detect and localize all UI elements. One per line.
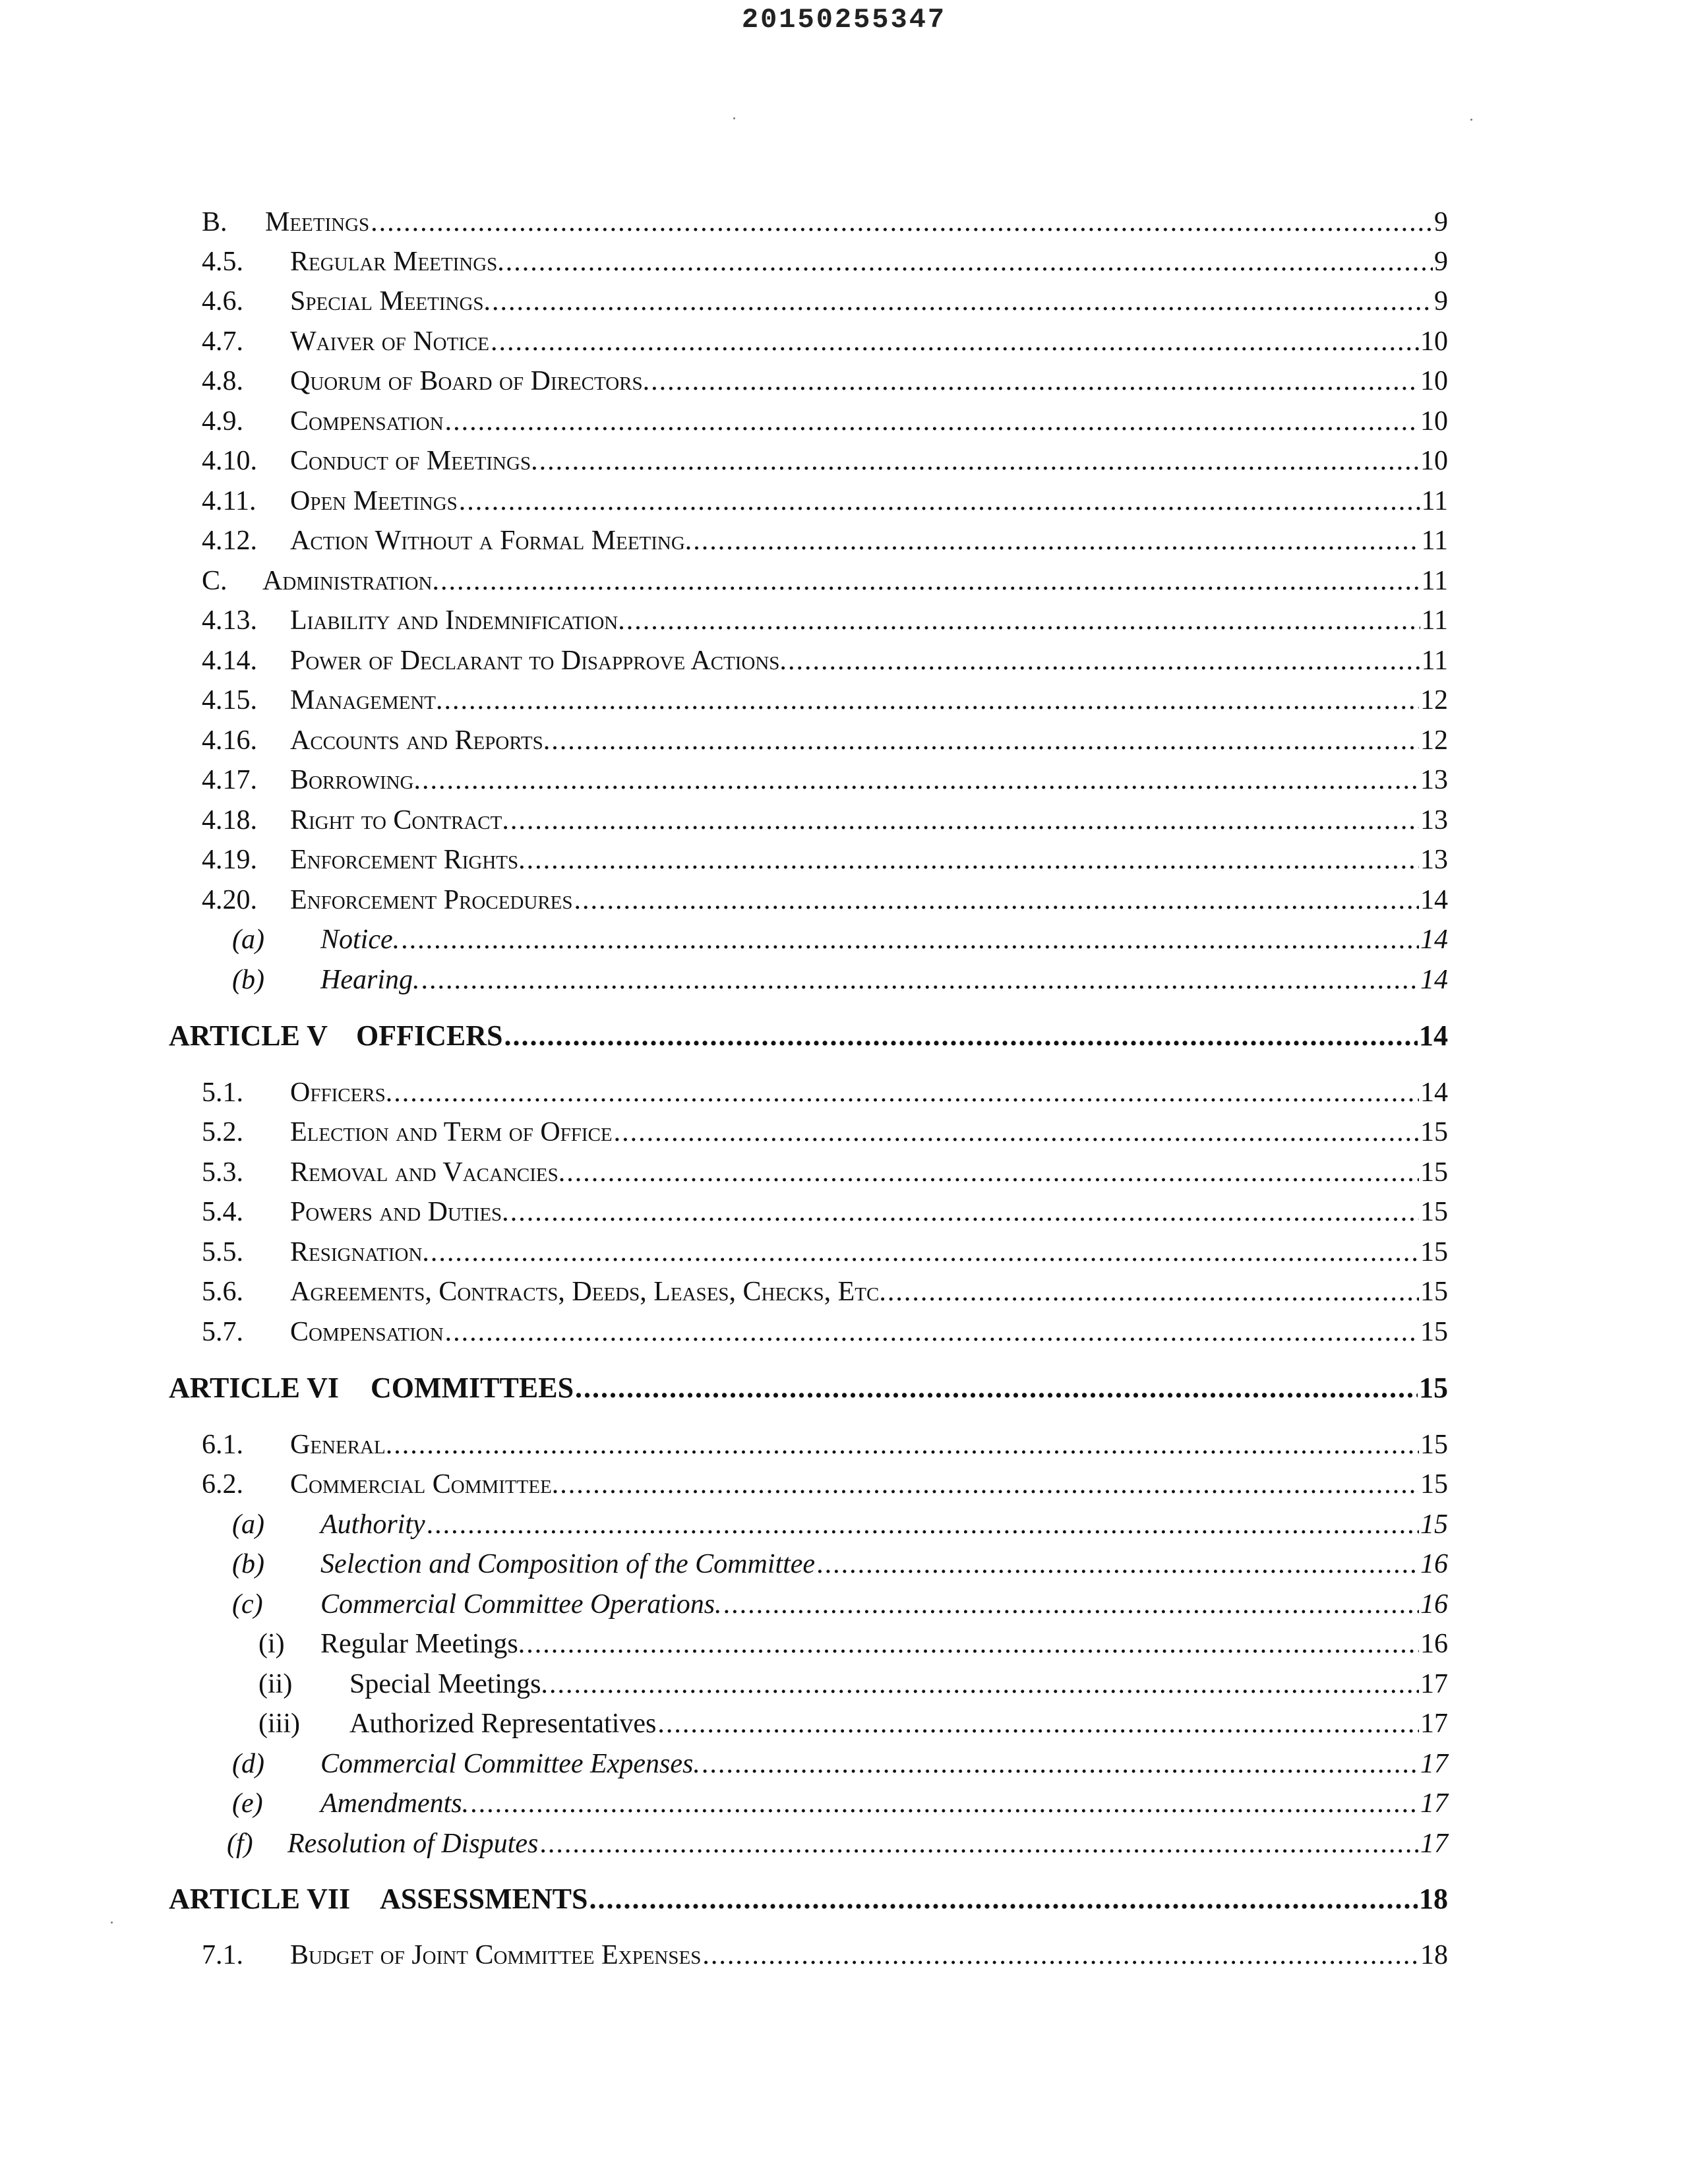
toc-entry-number: ARTICLE VII — [169, 1883, 351, 1915]
toc-entry-number: 4.13. — [202, 605, 257, 636]
toc-leader-dots — [445, 1314, 1419, 1350]
toc-leader-dots — [589, 1881, 1418, 1918]
toc-entry — [202, 1937, 1448, 1974]
toc-entry-number: (b) — [232, 1549, 264, 1579]
toc-page-number: 15 — [1420, 1117, 1448, 1147]
toc-entry — [202, 442, 1448, 479]
toc-leader-dots — [574, 882, 1420, 919]
toc-entry-title: Quorum of Board of Directors. — [290, 366, 650, 396]
toc-leader-dots — [427, 1506, 1419, 1543]
toc-entry-number: ARTICLE V — [169, 1019, 328, 1052]
toc-entry — [202, 562, 1448, 599]
toc-leader-dots — [888, 1273, 1419, 1310]
toc-leader-dots — [549, 1666, 1419, 1703]
toc-entry-title: Regular Meetings. — [320, 1629, 526, 1659]
toc-leader-dots — [816, 1546, 1419, 1583]
toc-page-number: 17 — [1420, 1749, 1448, 1779]
toc-leader-dots — [431, 1234, 1419, 1271]
toc-page-number: 9 — [1434, 286, 1448, 317]
toc-entry — [202, 802, 1448, 839]
toc-entry-number: 4.12. — [202, 526, 257, 556]
toc-entry — [202, 762, 1448, 799]
toc-entry-title: Selection and Composition of the Committee — [320, 1549, 816, 1579]
toc-entry-number: 4.14. — [202, 646, 257, 676]
toc-leader-dots — [492, 283, 1433, 320]
toc-entry-number: (d) — [232, 1749, 264, 1779]
toc-entry — [258, 1666, 1448, 1703]
toc-leader-dots — [510, 1194, 1419, 1230]
toc-page-number: 15 — [1420, 1317, 1448, 1347]
toc-leader-dots — [723, 1586, 1419, 1623]
toc-entry — [202, 1314, 1448, 1350]
toc-leader-dots — [394, 1426, 1419, 1463]
toc-entry-title: Management. — [290, 685, 443, 715]
toc-leader-dots — [401, 921, 1419, 958]
toc-entry-number: 4.9. — [202, 406, 243, 437]
toc-page-number: 12 — [1420, 685, 1448, 715]
toc-leader-dots — [614, 1114, 1419, 1151]
toc-entry-number: (e) — [232, 1788, 263, 1819]
toc-page-number: 15 — [1420, 1469, 1448, 1500]
toc-entry-number: 4.6. — [202, 286, 243, 317]
toc-leader-dots — [539, 1825, 1419, 1862]
toc-entry-number: 5.5. — [202, 1237, 243, 1267]
toc-leader-dots — [702, 1937, 1419, 1974]
toc-leader-dots — [626, 602, 1420, 639]
toc-page-number: 11 — [1421, 486, 1448, 516]
toc-entry-title: Accounts and Reports. — [290, 725, 551, 756]
toc-page-number: 17 — [1420, 1788, 1448, 1819]
toc-article-heading — [169, 1881, 1448, 1918]
toc-entry-number: (b) — [232, 965, 264, 995]
toc-entry — [258, 1705, 1448, 1742]
toc-entry-number: 4.15. — [202, 685, 257, 715]
toc-page-number: 16 — [1420, 1589, 1448, 1620]
toc-entry — [202, 323, 1448, 360]
toc-entry-title: Removal and Vacancies. — [290, 1157, 566, 1188]
toc-entry-title: Amendments. — [320, 1788, 469, 1819]
toc-entry — [232, 961, 1448, 998]
toc-entry-title: Power of Declarant to Disapprove Actions. — [290, 646, 787, 676]
toc-leader-dots — [371, 204, 1433, 241]
toc-entry — [202, 1154, 1448, 1191]
toc-page-number: 14 — [1420, 965, 1448, 995]
toc-page-number: 14 — [1420, 885, 1448, 915]
toc-entry-number: 5.3. — [202, 1157, 243, 1188]
toc-leader-dots — [527, 841, 1419, 878]
toc-entry-number: (i) — [258, 1629, 285, 1659]
toc-entry-number: 4.7. — [202, 326, 243, 357]
toc-entry — [227, 1825, 1448, 1862]
toc-leader-dots — [506, 243, 1433, 280]
toc-entry-title: Right to Contract. — [290, 805, 509, 835]
toc-entry — [202, 642, 1448, 679]
toc-leader-dots — [560, 1466, 1419, 1503]
toc-entry-title: Liability and Indemnification. — [290, 605, 625, 636]
toc-entry-title: Commercial Committee Expenses. — [320, 1749, 700, 1779]
toc-entry-title: Enforcement Rights. — [290, 845, 526, 875]
toc-entry-title: Commercial Committee Operations. — [320, 1589, 722, 1620]
toc-entry-title: Regular Meetings. — [290, 247, 504, 277]
toc-leader-dots — [693, 522, 1420, 559]
toc-page-number: 12 — [1420, 725, 1448, 756]
toc-leader-dots — [651, 363, 1419, 400]
toc-leader-dots — [421, 961, 1420, 998]
toc-page-number: 10 — [1420, 326, 1448, 357]
toc-page-number: 16 — [1420, 1629, 1448, 1659]
toc-leader-dots — [526, 1625, 1419, 1662]
toc-entry-title: Special Meetings. — [349, 1669, 548, 1699]
toc-leader-dots — [566, 1154, 1419, 1191]
toc-page-number: 11 — [1421, 526, 1448, 556]
toc-entry — [202, 483, 1448, 520]
toc-entry-number: 4.18. — [202, 805, 257, 835]
toc-leader-dots — [788, 642, 1420, 679]
toc-entry — [202, 682, 1448, 719]
toc-entry-title: COMMITTEES — [371, 1372, 574, 1404]
toc-entry-title: Compensation — [290, 406, 444, 437]
toc-entry-title: Resignation. — [290, 1237, 429, 1267]
toc-page-number: 16 — [1420, 1549, 1448, 1579]
toc-page-number: 9 — [1434, 207, 1448, 237]
toc-leader-dots — [394, 1074, 1419, 1111]
toc-entry-title: Administration. — [262, 566, 439, 596]
toc-entry-number: 4.16. — [202, 725, 257, 756]
toc-leader-dots — [440, 562, 1420, 599]
toc-entry — [202, 882, 1448, 919]
toc-entry — [232, 921, 1448, 958]
toc-entry-title: Authority — [320, 1509, 425, 1540]
toc-entry — [202, 1194, 1448, 1230]
toc-entry — [202, 204, 1448, 241]
toc-entry — [202, 1466, 1448, 1503]
toc-page-number: 15 — [1420, 1237, 1448, 1267]
toc-page-number: 15 — [1420, 1157, 1448, 1188]
document-number: 20150255347 — [741, 4, 947, 36]
toc-entry-number: 5.2. — [202, 1117, 243, 1147]
toc-entry-number: 6.2. — [202, 1469, 243, 1500]
toc-page-number: 15 — [1420, 1509, 1448, 1540]
toc-entry-number: (a) — [232, 925, 264, 955]
toc-page-number: 9 — [1434, 247, 1448, 277]
toc-entry-number: (ii) — [258, 1669, 293, 1699]
toc-entry — [202, 1114, 1448, 1151]
toc-entry — [232, 1745, 1448, 1782]
toc-entry — [202, 841, 1448, 878]
toc-entry-title: Meetings — [265, 207, 370, 237]
toc-leader-dots — [491, 323, 1419, 360]
toc-entry-title: Hearing. — [320, 965, 420, 995]
toc-entry-number: 4.5. — [202, 247, 243, 277]
toc-page-number: 10 — [1420, 366, 1448, 396]
toc-entry — [202, 283, 1448, 320]
toc-leader-dots — [459, 483, 1420, 520]
toc-entry-title: Commercial Committee. — [290, 1469, 559, 1500]
toc-entry-title: ASSESSMENTS — [380, 1883, 588, 1915]
toc-entry-number: 4.17. — [202, 765, 257, 795]
toc-entry-title: General. — [290, 1430, 393, 1460]
toc-entry-title: OFFICERS — [356, 1019, 503, 1052]
toc-page-number: 17 — [1420, 1829, 1448, 1859]
toc-entry-number: 4.19. — [202, 845, 257, 875]
toc-entry-number: 5.6. — [202, 1277, 243, 1307]
toc-page-number: 15 — [1420, 1277, 1448, 1307]
toc-entry-number: B. — [202, 207, 227, 237]
toc-entry — [232, 1506, 1448, 1543]
toc-entry-number: 4.11. — [202, 486, 256, 516]
toc-page-number: 14 — [1420, 925, 1448, 955]
toc-entry-title: Election and Term of Office — [290, 1117, 613, 1147]
toc-entry-title: Compensation — [290, 1317, 444, 1347]
toc-entry-title: Conduct of Meetings. — [290, 446, 538, 476]
toc-page-number: 18 — [1420, 1940, 1448, 1970]
toc-page-number: 14 — [1419, 1019, 1448, 1052]
toc-page-number: 15 — [1419, 1372, 1448, 1404]
toc-page-number: 15 — [1420, 1197, 1448, 1227]
toc-entry-title: Special Meetings. — [290, 286, 491, 317]
toc-leader-dots — [510, 802, 1419, 839]
toc-entry-number: (iii) — [258, 1709, 300, 1739]
toc-entry-title: Action Without a Formal Meeting. — [290, 526, 692, 556]
toc-leader-dots — [539, 442, 1419, 479]
toc-entry — [202, 1074, 1448, 1111]
toc-entry-number: 7.1. — [202, 1940, 243, 1970]
toc-page-number: 10 — [1420, 406, 1448, 437]
toc-page-number: 14 — [1420, 1077, 1448, 1108]
toc-leader-dots — [575, 1370, 1418, 1407]
toc-entry — [202, 1273, 1448, 1310]
toc-entry-title: Powers and Duties. — [290, 1197, 509, 1227]
toc-entry — [202, 722, 1448, 759]
toc-entry-number: (f) — [227, 1829, 253, 1859]
toc-entry — [202, 363, 1448, 400]
toc-entry — [202, 1426, 1448, 1463]
toc-entry-title: Enforcement Procedures — [290, 885, 573, 915]
toc-entry — [202, 522, 1448, 559]
toc-entry-title: Notice. — [320, 925, 400, 955]
toc-entry-number: 4.20. — [202, 885, 257, 915]
toc-entry — [202, 602, 1448, 639]
toc-entry-number: (c) — [232, 1589, 263, 1620]
toc-leader-dots — [551, 722, 1419, 759]
toc-page-number: 15 — [1420, 1430, 1448, 1460]
toc-entry-title: Authorized Representatives — [349, 1709, 657, 1739]
toc-entry-title: Open Meetings — [290, 486, 458, 516]
toc-entry-title: Waiver of Notice — [290, 326, 490, 357]
toc-page-number: 11 — [1421, 566, 1448, 596]
toc-page-number: 11 — [1421, 605, 1448, 636]
toc-entry-title: Borrowing. — [290, 765, 421, 795]
toc-entry — [202, 403, 1448, 440]
toc-entry-number: ARTICLE VI — [169, 1372, 340, 1404]
toc-entry-number: (a) — [232, 1509, 264, 1540]
toc-page-number: 13 — [1420, 805, 1448, 835]
toc-entry-title: Officers. — [290, 1077, 393, 1108]
toc-page-number: 13 — [1420, 765, 1448, 795]
toc-entry-number: 5.7. — [202, 1317, 243, 1347]
toc-article-heading — [169, 1370, 1448, 1407]
toc-entry-title: Resolution of Disputes — [287, 1829, 539, 1859]
toc-entry — [232, 1546, 1448, 1583]
toc-entry-number: 5.1. — [202, 1077, 243, 1108]
toc-entry — [202, 1234, 1448, 1271]
toc-entry-number: 6.1. — [202, 1430, 243, 1460]
toc-entry-number: C. — [202, 566, 227, 596]
toc-page-number: 10 — [1420, 446, 1448, 476]
toc-leader-dots — [470, 1785, 1419, 1822]
toc-leader-dots — [422, 762, 1419, 799]
toc-page-number: 17 — [1420, 1709, 1448, 1739]
toc-entry-number: 4.8. — [202, 366, 243, 396]
toc-leader-dots — [444, 682, 1420, 719]
toc-article-heading — [169, 1017, 1448, 1054]
toc-page-number: 11 — [1421, 646, 1448, 676]
toc-leader-dots — [702, 1745, 1419, 1782]
toc-entry — [202, 243, 1448, 280]
toc-page-number: 17 — [1420, 1669, 1448, 1699]
toc-entry-title: Agreements, Contracts, Deeds, Leases, Checks, Etc. — [290, 1277, 886, 1307]
toc-entry — [232, 1586, 1448, 1623]
toc-entry — [258, 1625, 1448, 1662]
toc-leader-dots — [504, 1017, 1418, 1054]
toc-entry-title: Budget of Joint Committee Expenses — [290, 1940, 702, 1970]
toc-leader-dots — [445, 403, 1419, 440]
toc-leader-dots — [657, 1705, 1419, 1742]
toc-entry-number: 5.4. — [202, 1197, 243, 1227]
toc-page-number: 13 — [1420, 845, 1448, 875]
toc-entry — [232, 1785, 1448, 1822]
toc-page-number: 18 — [1419, 1883, 1448, 1915]
toc-entry-number: 4.10. — [202, 446, 257, 476]
